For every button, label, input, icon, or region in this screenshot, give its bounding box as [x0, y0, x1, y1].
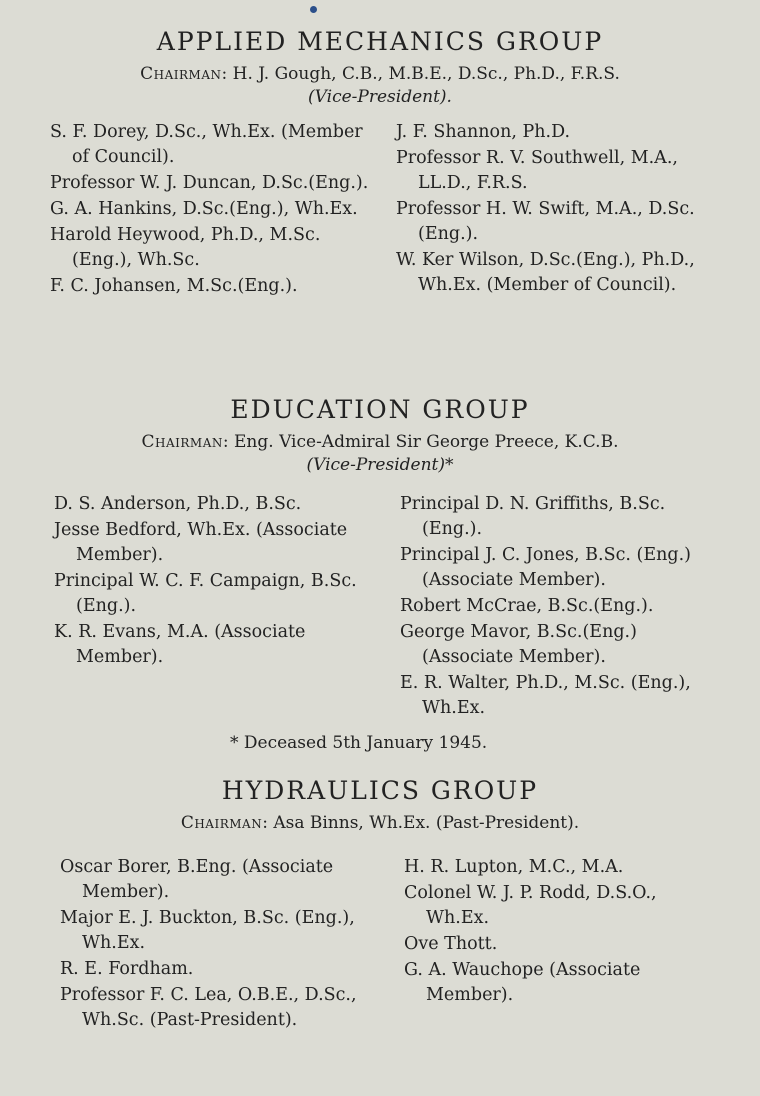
member-entry: E. R. Walter, Ph.D., M.Sc. (Eng.), Wh.Ex. — [400, 673, 691, 718]
member-entry: Principal W. C. F. Campaign, B.Sc.(Eng.). — [54, 571, 357, 616]
member-entry: Harold Heywood, Ph.D., M.Sc.(Eng.), Wh.Sc. — [50, 225, 321, 270]
member-entry: Oscar Borer, B.Eng. (Associate Member). — [60, 857, 334, 902]
member-entry: Professor W. J. Duncan, D.Sc.(Eng.). — [50, 173, 369, 193]
hydraulics-chair: Chairman: Asa Binns, Wh.Ex. (Past-President). — [180, 813, 580, 833]
applied-chair-note: (Vice-President). — [308, 87, 452, 107]
applied-mechanics-section — [0, 26, 760, 108]
applied-right-column — [396, 120, 716, 299]
education-chair: Chairman: Eng. Vice-Admiral Sir George Preece, K.C.B. — [141, 432, 619, 452]
member-entry: G. A. Hankins, D.Sc.(Eng.), Wh.Ex. — [50, 199, 358, 219]
member-entry: K. R. Evans, M.A. (Associate Member). — [54, 622, 306, 667]
hydraulics-heading: HYDRAULICS GROUP — [221, 776, 539, 805]
member-entry: Colonel W. J. P. Rodd, D.S.O., Wh.Ex. — [404, 883, 657, 928]
member-entry: H. R. Lupton, M.C., M.A. — [404, 857, 624, 877]
applied-heading: APPLIED MECHANICS GROUP — [156, 27, 604, 56]
education-section — [0, 394, 760, 476]
education-chair-note: (Vice-President)* — [306, 455, 454, 475]
footnote: * Deceased 5th January 1945. — [230, 733, 488, 753]
member-entry: D. S. Anderson, Ph.D., B.Sc. — [54, 494, 302, 514]
education-heading: EDUCATION GROUP — [230, 395, 530, 424]
member-entry: S. F. Dorey, D.Sc., Wh.Ex. (Member of Council). — [50, 122, 363, 167]
member-entry: Jesse Bedford, Wh.Ex. (Associate Member). — [54, 520, 348, 565]
hydraulics-right-column — [404, 855, 724, 1009]
top-dot — [310, 6, 317, 13]
education-left-column — [54, 492, 374, 671]
hydraulics-section — [0, 775, 760, 835]
education-right-column — [400, 492, 720, 722]
member-entry: W. Ker Wilson, D.Sc.(Eng.), Ph.D., Wh.Ex. (Member of Council). — [396, 250, 695, 295]
hydraulics-left-column — [60, 855, 380, 1034]
member-entry: Major E. J. Buckton, B.Sc. (Eng.), Wh.Ex. — [60, 908, 355, 953]
applied-chair: Chairman: H. J. Gough, C.B., M.B.E., D.Sc., Ph.D., F.R.S. — [140, 64, 620, 84]
member-entry: Principal D. N. Griffiths, B.Sc.(Eng.). — [400, 494, 666, 539]
member-entry: Robert McCrae, B.Sc.(Eng.). — [400, 596, 654, 616]
member-entry: R. E. Fordham. — [60, 959, 194, 979]
member-entry: Professor H. W. Swift, M.A., D.Sc.(Eng.). — [396, 199, 695, 244]
member-entry: J. F. Shannon, Ph.D. — [396, 122, 571, 142]
member-entry: F. C. Johansen, M.Sc.(Eng.). — [50, 276, 298, 296]
member-entry: Professor F. C. Lea, O.B.E., D.Sc., Wh.Sc. (Past-President). — [60, 985, 357, 1030]
member-entry: G. A. Wauchope (Associate Member). — [404, 960, 641, 1005]
member-entry: Ove Thott. — [404, 934, 498, 954]
applied-left-column — [50, 120, 370, 300]
member-entry: Professor R. V. Southwell, M.A., LL.D., F.R.S. — [396, 148, 678, 193]
member-entry: Principal J. C. Jones, B.Sc. (Eng.) (Associate Member). — [400, 545, 691, 590]
member-entry: George Mavor, B.Sc.(Eng.) (Associate Member). — [400, 622, 637, 667]
